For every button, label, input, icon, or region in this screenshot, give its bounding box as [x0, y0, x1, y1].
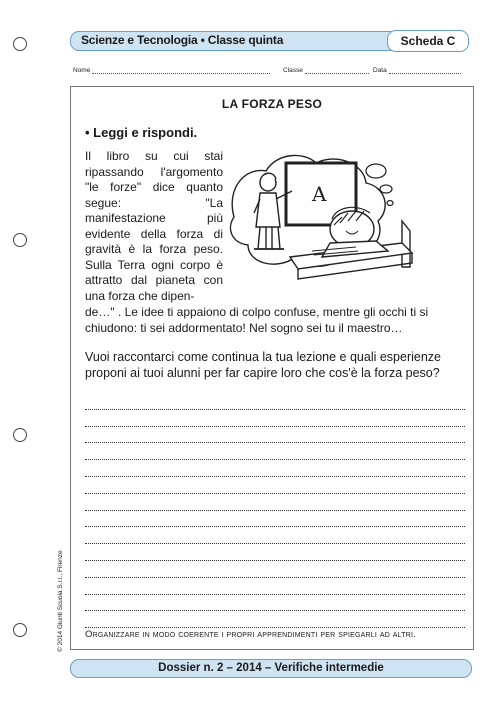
answer-line[interactable]: [85, 494, 465, 511]
header-bar: [70, 31, 468, 51]
reading-text: Il libro su cui stai ripassando l'argomento "le forze" dice quanto segue: "La manifestazione più evidente della forza di gravità è la forza peso. Sulla Terra ogni corpo è attratto dal pianeta con una forza che dipen-: [85, 149, 223, 303]
teacher-illustration-icon: [226, 147, 416, 297]
answer-line[interactable]: [85, 578, 465, 595]
date-field[interactable]: [373, 66, 461, 74]
answer-line[interactable]: [85, 527, 465, 544]
answer-line[interactable]: [85, 460, 465, 477]
answer-line[interactable]: [85, 427, 465, 444]
board-letter: A: [312, 182, 327, 206]
class-label: Classe: [283, 67, 303, 74]
footer-bar: Dossier n. 2 – 2014 – Verifiche intermedie: [70, 659, 472, 678]
header-title: Scienze e Tecnologia • Classe quinta: [81, 33, 284, 47]
reading-text-continued: de…" . Le idee ti appaiono di colpo confuse, mentre gli occhi ti si chiudono: ti sei addormentato! Nel sogno sei tu il maestro…: [85, 305, 429, 335]
learning-goal: Organizzare in modo coerente i propri apprendimenti per spiegarli ad altri.: [85, 629, 416, 640]
answer-line[interactable]: [85, 477, 465, 494]
answer-line[interactable]: [85, 410, 465, 427]
binder-hole-icon: [13, 428, 27, 442]
answer-line[interactable]: [85, 595, 465, 612]
sheet-tab: Scheda C: [387, 30, 469, 52]
class-field[interactable]: [283, 66, 369, 74]
date-label: Data: [373, 67, 387, 74]
instruction: • Leggi e rispondi.: [85, 125, 198, 140]
binder-hole-icon: [13, 623, 27, 637]
name-label: Nome: [73, 67, 91, 74]
binder-hole-icon: [13, 233, 27, 247]
answer-line[interactable]: [85, 511, 465, 528]
answer-line[interactable]: [85, 443, 465, 460]
answer-line[interactable]: [85, 393, 465, 410]
page-title: LA FORZA PESO: [221, 97, 323, 111]
answer-line[interactable]: [85, 561, 465, 578]
answer-lines[interactable]: [85, 393, 465, 628]
copyright: © 2014 Giunti Scuola S.r.l., Firenze: [57, 550, 64, 652]
name-field[interactable]: [73, 66, 270, 74]
exercise-card: [70, 86, 474, 650]
binder-hole-icon: [13, 37, 27, 51]
question-text: Vuoi raccontarci come continua la tua lezione e quali esperienze proponi ai tuoi alunni per far capire loro che cos'è la forza peso?: [85, 350, 441, 380]
answer-line[interactable]: [85, 544, 465, 561]
student-fields: [73, 66, 465, 78]
answer-line[interactable]: [85, 611, 465, 628]
